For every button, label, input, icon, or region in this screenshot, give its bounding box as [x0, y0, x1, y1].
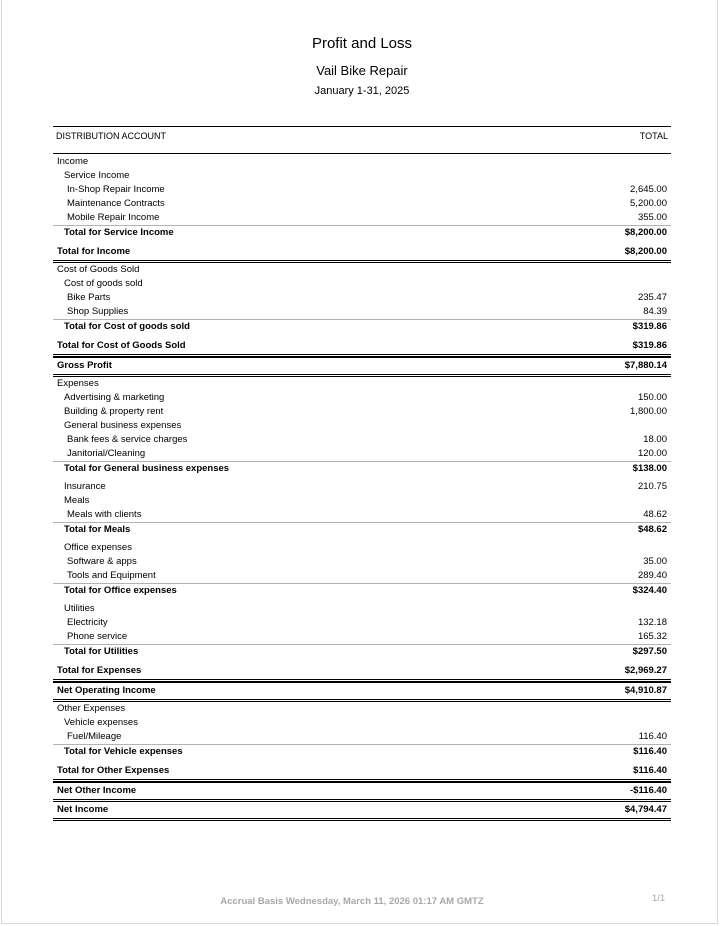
row-fuel: Fuel/Mileage 116.40 [67, 731, 667, 742]
row-phone: Phone service 165.32 [67, 631, 667, 642]
group-cogs: Cost of goods sold [64, 278, 143, 289]
row-inshop-repair: In-Shop Repair Income 2,645.00 [67, 184, 667, 195]
section-cogs: Cost of Goods Sold [57, 264, 140, 275]
row-meals-clients: Meals with clients 48.62 [67, 509, 667, 520]
subtotal-vehicle: Total for Vehicle expenses $116.40 [53, 744, 671, 759]
group-office: Office expenses [64, 542, 132, 553]
group-general-business: General business expenses [64, 420, 182, 431]
subtotal-meals: Total for Meals $48.62 [53, 522, 671, 537]
column-total-header: TOTAL [639, 131, 668, 141]
group-meals: Meals [64, 495, 90, 506]
row-electricity: Electricity 132.18 [67, 617, 667, 628]
subtotal-cogs: Total for Cost of goods sold $319.86 [53, 319, 671, 334]
section-income: Income [57, 156, 89, 167]
row-rent: Building & property rent 1,800.00 [64, 406, 667, 417]
row-bike-parts: Bike Parts 235.47 [67, 292, 667, 303]
row-maintenance-contracts: Maintenance Contracts 5,200.00 [67, 198, 667, 209]
group-utilities: Utilities [64, 603, 95, 614]
row-advertising: Advertising & marketing 150.00 [64, 392, 667, 403]
report-title: Profit and Loss [311, 35, 413, 52]
column-account-header: DISTRIBUTION ACCOUNT [56, 131, 167, 141]
section-expenses: Expenses [57, 378, 99, 389]
row-mobile-repair: Mobile Repair Income 355.00 [67, 212, 667, 223]
subtotal-service-income: Total for Service Income $8,200.00 [53, 225, 671, 240]
net-income: Net Income $4,794.47 [53, 802, 671, 821]
column-header [53, 126, 671, 154]
row-insurance: Insurance 210.75 [64, 481, 667, 492]
page-number: 1/1 [652, 893, 666, 904]
row-software: Software & apps 35.00 [67, 556, 667, 567]
section-other-expenses: Other Expenses [57, 703, 126, 714]
row-bank-fees: Bank fees & service charges 18.00 [67, 434, 667, 445]
subtotal-general-business: Total for General business expenses $138.00 [53, 461, 671, 476]
report-period: January 1-31, 2025 [314, 85, 410, 97]
net-operating-income: Net Operating Income $4,910.87 [53, 682, 671, 702]
row-tools: Tools and Equipment 289.40 [67, 570, 667, 581]
subtotal-utilities: Total for Utilities $297.50 [53, 644, 671, 659]
gross-profit: Gross Profit $7,880.14 [53, 357, 671, 377]
report-page [1, 0, 718, 924]
row-janitorial: Janitorial/Cleaning 120.00 [67, 448, 667, 459]
net-other-income: Net Other Income -$116.40 [53, 782, 671, 802]
group-service-income: Service Income [64, 170, 130, 181]
report-body [53, 155, 671, 821]
report-footer: Accrual Basis Wednesday, March 11, 2026 01:17 AM GMTZ [220, 896, 484, 907]
subtotal-office: Total for Office expenses $324.40 [53, 583, 671, 598]
group-vehicle: Vehicle expenses [64, 717, 138, 728]
company-name: Vail Bike Repair [316, 63, 408, 78]
total-cogs: Total for Cost of Goods Sold $319.86 [53, 338, 671, 357]
total-other-expenses: Total for Other Expenses $116.40 [53, 763, 671, 782]
total-expenses: Total for Expenses $2,969.27 [53, 663, 671, 682]
total-income: Total for Income $8,200.00 [53, 244, 671, 263]
row-shop-supplies: Shop Supplies 84.39 [67, 306, 667, 317]
